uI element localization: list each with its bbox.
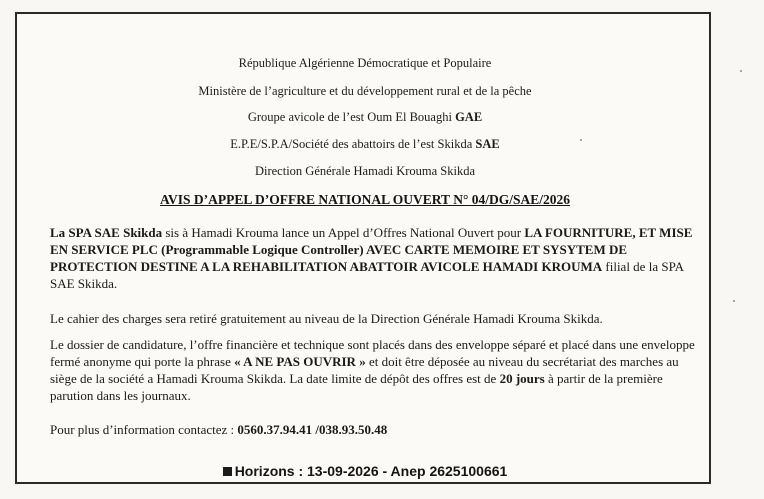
- header-group: [17, 110, 713, 125]
- submission-text-a: Le dossier de candidature, l’offre financière et technique sont placés dans des enveloppe séparé et placé dans une enveloppe fermé anonyme qui porte la phrase: [50, 337, 695, 369]
- intro-object: LA FOURNITURE, ET MISE EN SERVICE PLC (Programmable Logique Controller) AVEC CARTE MEMOIRE ET SYSYTEM DE PROTECTION DESTINE A LA REHABILITATION ABATTOIR AVICOLE HAMADI KROUMA: [50, 225, 693, 274]
- scan-speck: [580, 139, 582, 141]
- header-ministry: Ministère de l’agriculture et du développement rural et de la pêche: [198, 84, 532, 98]
- intro-text: sis à Hamadi Krouma lance un Appel d’Offres National Ouvert pour: [162, 225, 525, 240]
- paragraph-contact: [50, 421, 700, 438]
- scan-speck: [733, 300, 735, 302]
- paragraph-intro: [50, 224, 700, 292]
- paragraph-submission: [50, 336, 700, 404]
- header-company-text: E.P.E/S.P.A/Société des abattoirs de l’est Skikda: [230, 137, 476, 151]
- submission-text-c: à partir de la première parution dans les journaux.: [50, 371, 663, 403]
- bullet-square-icon: [223, 467, 232, 476]
- header-group-text: Groupe avicole de l’est Oum El Bouaghi: [247, 110, 456, 124]
- submission-deadline: 20 jours: [499, 371, 545, 386]
- notice-frame: [15, 12, 711, 484]
- intro-company: La SPA SAE Skikda: [50, 225, 163, 240]
- publication-footer: [17, 463, 713, 479]
- notice-title: AVIS D’APPEL D’OFFRE NATIONAL OUVERT N° 04/DG/SAE/2026: [160, 192, 570, 207]
- paragraph-specifications: Le cahier des charges sera retiré gratuitement au niveau de la Direction Générale Hamadi Krouma Skikda.: [50, 311, 603, 326]
- submission-text-b: et doit être déposée au niveau du secrétariat des marches au siège de la société a Hamadi Krouma Skikda. La date limite de dépôt des offres est de: [50, 354, 679, 386]
- contact-phones: 0560.37.94.41 /038.93.50.48: [237, 422, 388, 437]
- submission-phrase: « A NE PAS OUVRIR »: [234, 354, 366, 369]
- header-group-acronym: GAE: [455, 110, 483, 124]
- footer-text: Horizons : 13-09-2026 - Anep 2625100661: [234, 463, 508, 479]
- header-direction: Direction Générale Hamadi Krouma Skikda: [254, 164, 476, 178]
- header-republic: République Algérienne Démocratique et Populaire: [238, 56, 492, 70]
- scan-speck: [740, 70, 742, 72]
- contact-label: Pour plus d’information contactez :: [50, 422, 238, 437]
- header-company: [17, 137, 713, 152]
- intro-end: filial de la SPA SAE Skikda.: [50, 259, 684, 291]
- header-company-acronym: SAE: [475, 137, 500, 151]
